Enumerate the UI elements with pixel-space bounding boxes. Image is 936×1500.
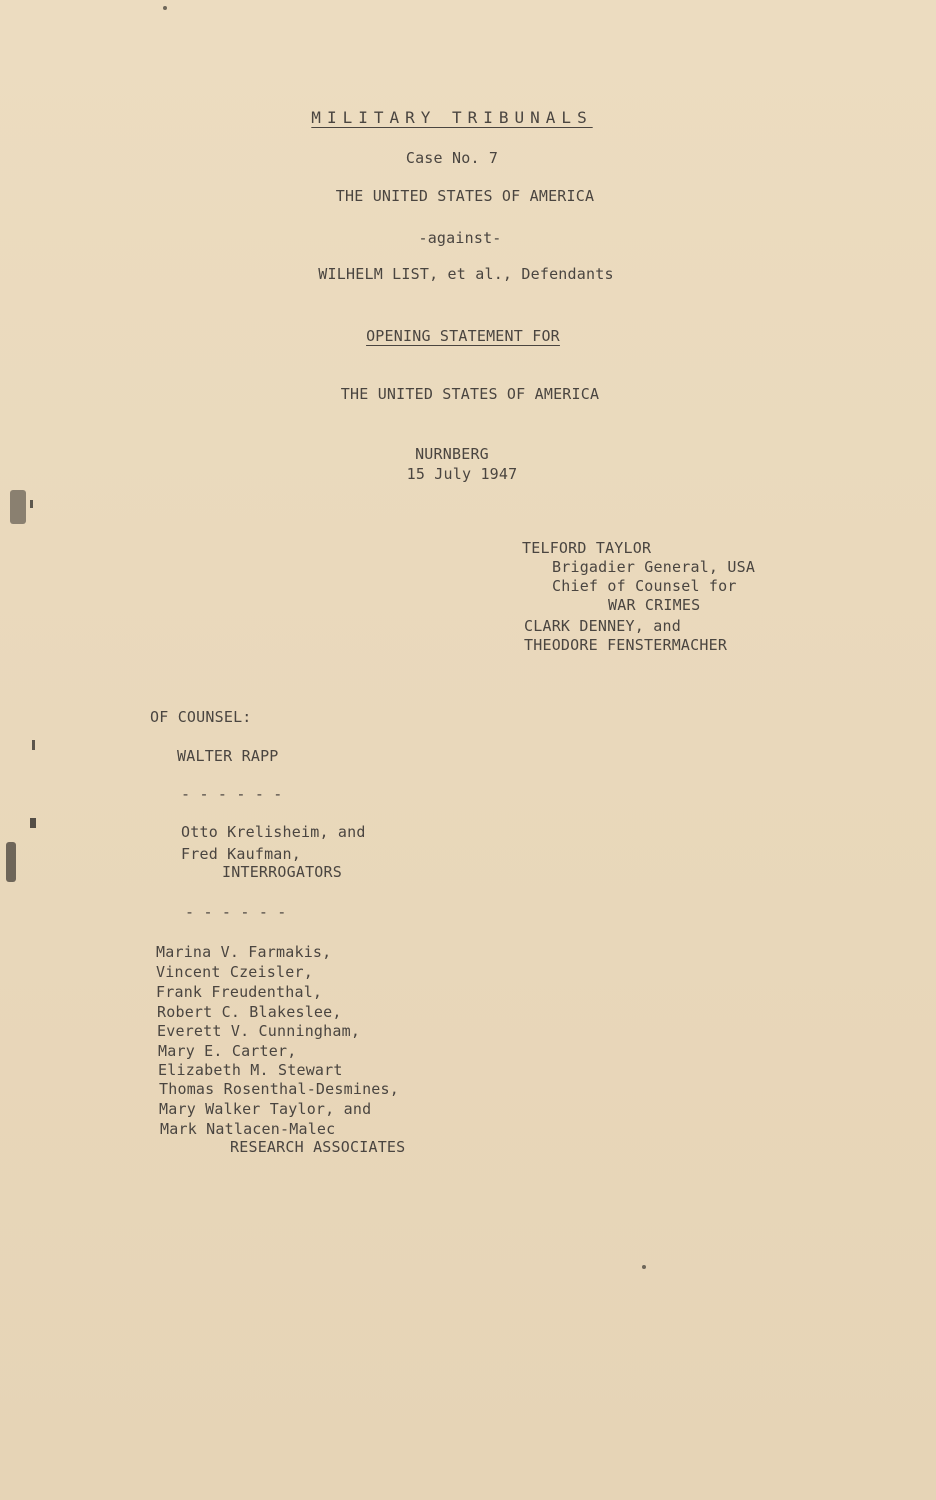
tribunal-title: MILITARY TRIBUNALS xyxy=(311,108,593,127)
speck-mark xyxy=(32,740,35,750)
section-divider: - - - - - - xyxy=(181,785,283,803)
signatory-line: CLARK DENNEY, and xyxy=(524,617,681,635)
research-associate-name: Mary Walker Taylor, and xyxy=(159,1100,372,1118)
signatory-line: Chief of Counsel for xyxy=(552,577,737,595)
counsel-name: WALTER RAPP xyxy=(177,747,279,765)
defendants-line: WILHELM LIST, et al., Defendants xyxy=(318,265,614,283)
research-associate-name: Vincent Czeisler, xyxy=(156,963,313,981)
speck-mark xyxy=(30,500,33,508)
research-role: RESEARCH ASSOCIATES xyxy=(230,1138,406,1156)
speck-mark xyxy=(163,6,167,10)
counsel-label: OF COUNSEL: xyxy=(150,708,252,726)
interrogators-role: INTERROGATORS xyxy=(222,863,342,881)
statement-party: THE UNITED STATES OF AMERICA xyxy=(340,385,600,403)
research-associate-name: Everett V. Cunningham, xyxy=(157,1022,361,1040)
speck-mark xyxy=(30,818,36,828)
research-associate-name: Elizabeth M. Stewart xyxy=(158,1061,343,1079)
against-line: -against- xyxy=(418,229,502,247)
research-associate-name: Marina V. Farmakis, xyxy=(156,943,332,961)
speck-mark xyxy=(642,1265,646,1269)
research-associate-name: Mary E. Carter, xyxy=(158,1042,297,1060)
binding-hole-mark xyxy=(10,490,26,524)
research-associate-name: Mark Natlacen-Malec xyxy=(160,1120,336,1138)
plaintiff-name: THE UNITED STATES OF AMERICA xyxy=(335,187,595,205)
research-associate-name: Robert C. Blakeslee, xyxy=(157,1003,342,1021)
signatory-line: THEODORE FENSTERMACHER xyxy=(524,636,728,654)
statement-heading: OPENING STATEMENT FOR xyxy=(366,327,560,345)
section-divider: - - - - - - xyxy=(185,903,287,921)
date-line: 15 July 1947 xyxy=(406,465,518,483)
research-associate-name: Frank Freudenthal, xyxy=(156,983,323,1001)
signatory-line: TELFORD TAYLOR xyxy=(522,539,652,557)
interrogator-name: Fred Kaufman, xyxy=(181,845,301,863)
research-associate-name: Thomas Rosenthal-Desmines, xyxy=(159,1080,399,1098)
signatory-line: Brigadier General, USA xyxy=(552,558,756,576)
place-line: NURNBERG xyxy=(415,445,489,463)
signatory-line: WAR CRIMES xyxy=(608,596,701,614)
binding-hole-mark xyxy=(6,842,16,882)
case-number: Case No. 7 xyxy=(405,149,499,167)
interrogator-name: Otto Krelisheim, and xyxy=(181,823,366,841)
